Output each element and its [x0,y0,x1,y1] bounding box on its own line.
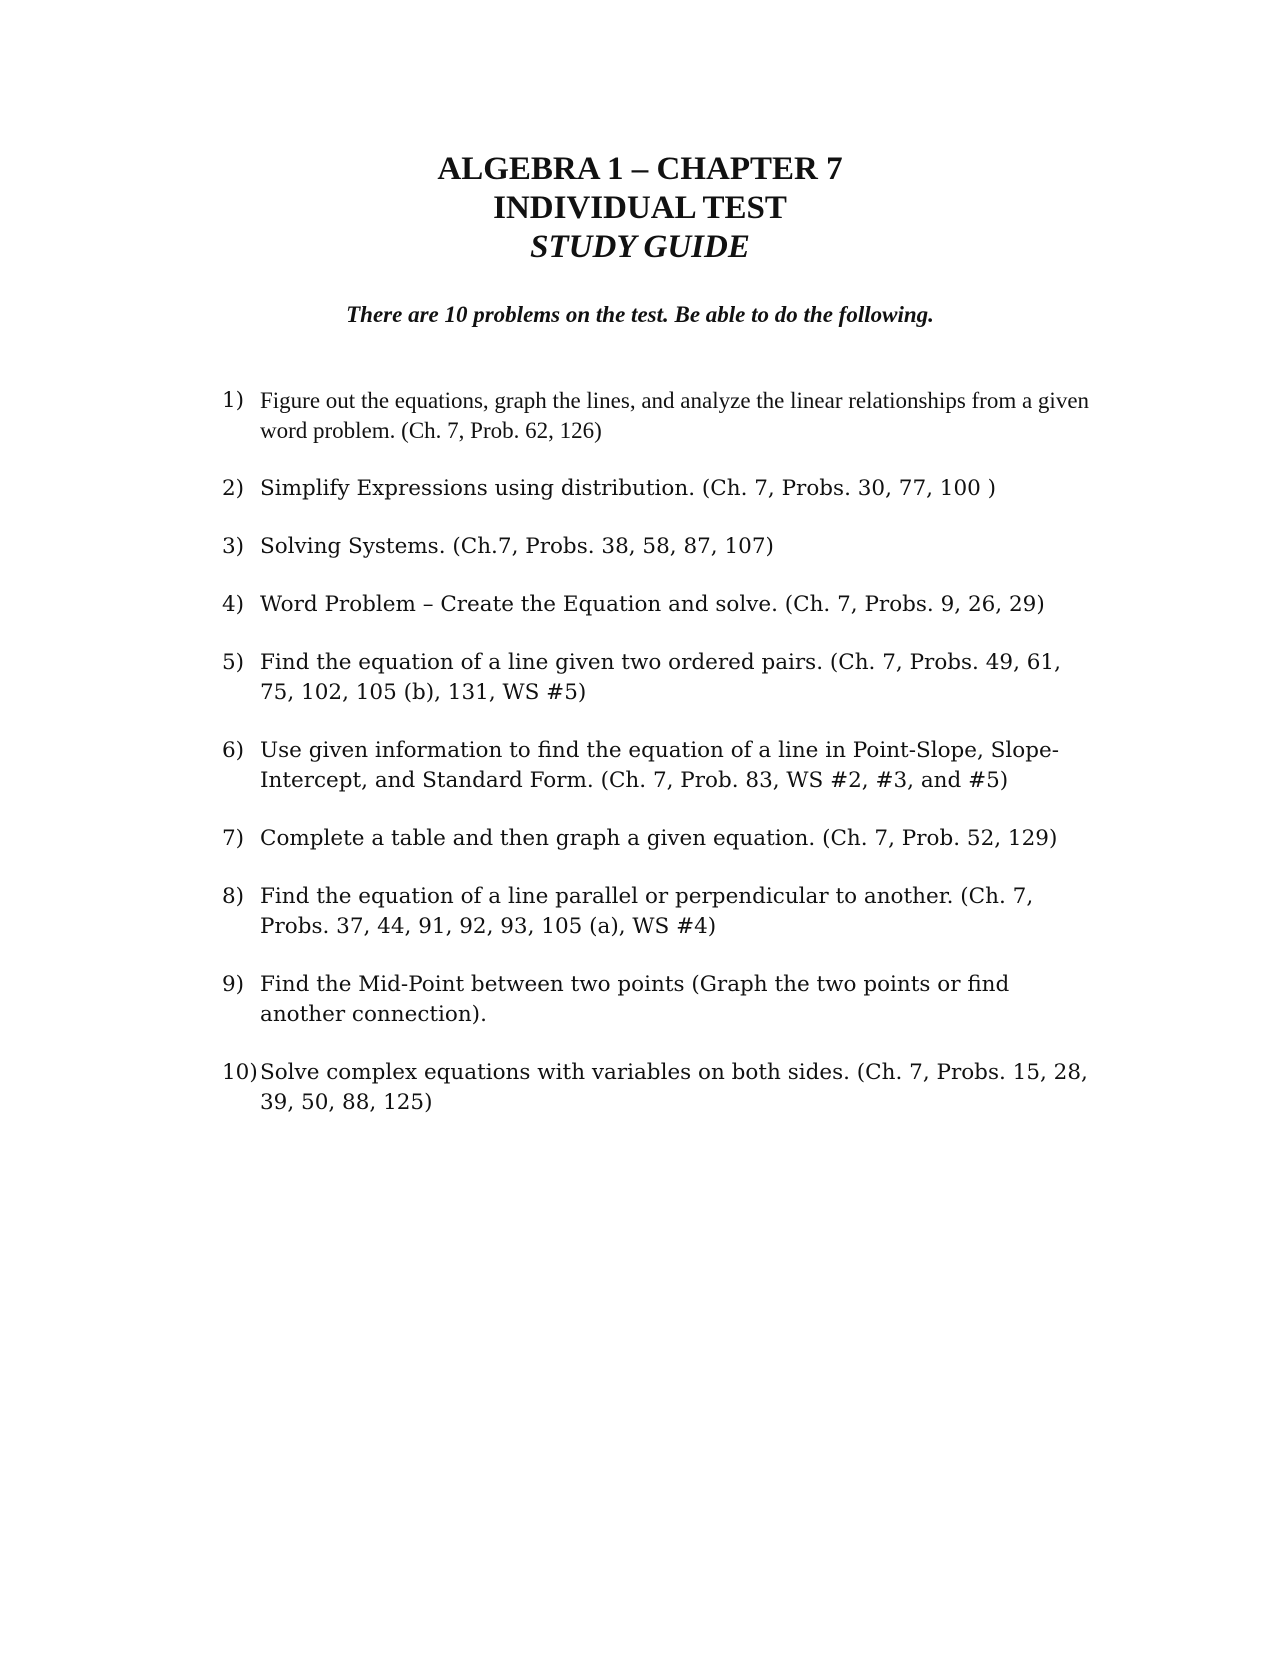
item-text: Use given information to find the equation of a line in Point-Slope, Slope-Intercept, and Standard Form. (Ch. 7, Prob. 83, WS #2, #3, and #5) [260,738,1059,793]
title-test: INDIVIDUAL TEST [493,190,787,226]
item-text: Word Problem – Create the Equation and solve. (Ch. 7, Probs. 9, 26, 29) [260,592,1045,617]
item-number: 9) [222,972,245,997]
item-text: Find the equation of a line given two ordered pairs. (Ch. 7, Probs. 49, 61, 75, 102, 105 (b), 131, WS #5) [260,650,1061,705]
item-text: Solve complex equations with variables on both sides. (Ch. 7, Probs. 15, 28, 39, 50, 88, 125) [260,1060,1088,1115]
item-number: 2) [222,476,245,501]
list-item [222,882,1092,942]
list-item [222,824,1092,854]
item-number: 8) [222,884,245,909]
list-item [222,736,1092,796]
item-text: Solving Systems. (Ch.7, Probs. 38, 58, 87, 107) [260,534,774,559]
item-text: Figure out the equations, graph the lines, and analyze the linear relationships from a given word problem. (Ch. 7, Prob. 62, 126) [260,388,1090,443]
title-study-guide: STUDY GUIDE [530,229,750,265]
list-item [222,474,1092,504]
item-text: Find the equation of a line parallel or perpendicular to another. (Ch. 7, Probs. 37, 44, 91, 92, 93, 105 (a), WS #4) [260,884,1034,939]
item-number: 1) [222,388,245,413]
list-item [222,590,1092,620]
title-block [0,150,1280,267]
item-number: 5) [222,650,245,675]
item-number: 3) [222,534,245,559]
item-number: 7) [222,826,245,851]
item-text: Simplify Expressions using distribution. (Ch. 7, Probs. 30, 77, 100 ) [260,476,997,501]
item-text: Find the Mid-Point between two points (Graph the two points or find another connection). [260,972,1010,1027]
list-item [222,970,1092,1030]
item-text: Complete a table and then graph a given equation. (Ch. 7, Prob. 52, 129) [260,826,1058,851]
item-number: 4) [222,592,245,617]
list-item [222,532,1092,562]
problem-list [222,386,1092,1146]
item-number: 10) [222,1060,258,1085]
list-item [222,1058,1092,1118]
list-item [222,648,1092,708]
instructions: There are 10 problems on the test. Be able to do the following. [346,302,934,327]
title-course: ALGEBRA 1 – CHAPTER 7 [437,151,843,187]
list-item [222,386,1092,446]
item-number: 6) [222,738,245,763]
